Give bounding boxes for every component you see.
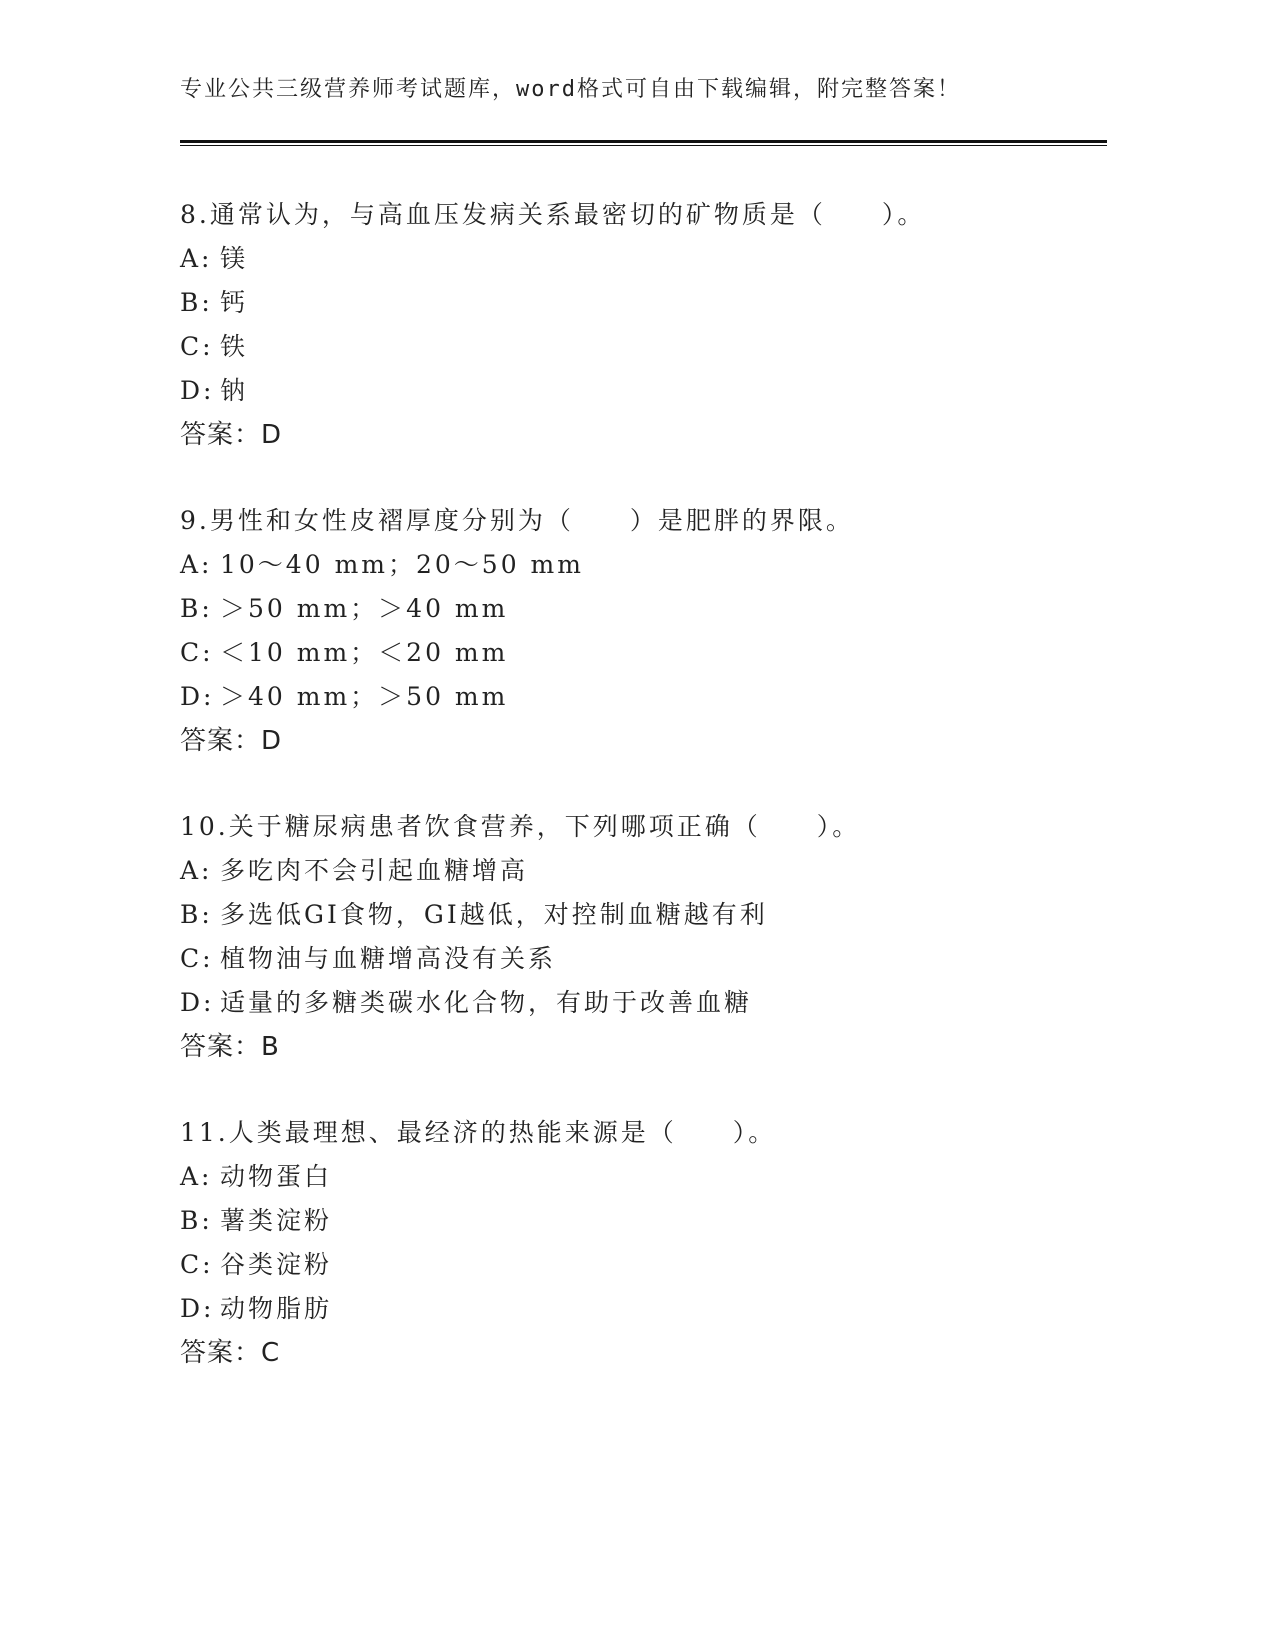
option-letter: D: (180, 376, 215, 405)
option-text: ＞40 mm；＞50 mm (220, 682, 509, 711)
option-a (180, 237, 1100, 281)
option-text: 多吃肉不会引起血糖增高 (220, 856, 529, 885)
option-b (180, 587, 1100, 631)
option-letter: B: (180, 900, 213, 929)
option-letter: C: (180, 944, 214, 973)
option-letter: A: (180, 550, 213, 579)
answer: 答案：D (180, 726, 283, 756)
option-letter: A: (180, 856, 213, 885)
option-letter: D: (180, 988, 215, 1017)
option-d (180, 369, 1100, 413)
option-letter: A: (180, 1162, 213, 1191)
question-10 (180, 805, 1100, 1069)
option-c (180, 1243, 1100, 1287)
option-d (180, 1287, 1100, 1331)
option-b (180, 1199, 1100, 1243)
option-text: 谷类淀粉 (220, 1250, 333, 1279)
option-text: 动物脂肪 (220, 1294, 333, 1323)
option-c (180, 937, 1100, 981)
option-text: 植物油与血糖增高没有关系 (220, 944, 557, 973)
option-text: 多选低GI食物，GI越低，对控制血糖越有利 (220, 900, 768, 929)
option-text: 薯类淀粉 (220, 1206, 333, 1235)
header-divider (180, 140, 1107, 146)
option-a (180, 1155, 1100, 1199)
option-letter: C: (180, 1250, 214, 1279)
option-letter: C: (180, 332, 214, 361)
option-text: 适量的多糖类碳水化合物，有助于改善血糖 (220, 988, 753, 1017)
option-d (180, 981, 1100, 1025)
question-11 (180, 1111, 1100, 1375)
option-text: 10～40 mm；20～50 mm (220, 550, 584, 579)
option-b (180, 893, 1100, 937)
option-a (180, 849, 1100, 893)
question-8 (180, 193, 1100, 457)
option-text: 镁 (220, 244, 249, 273)
option-text: 钠 (220, 376, 249, 405)
option-letter: C: (180, 638, 214, 667)
question-stem: 10.关于糖尿病患者饮食营养，下列哪项正确（ ）。 (180, 812, 861, 841)
option-letter: B: (180, 594, 213, 623)
option-letter: A: (180, 244, 213, 273)
option-letter: D: (180, 1294, 215, 1323)
option-text: ＜10 mm；＜20 mm (220, 638, 509, 667)
answer: 答案：B (180, 1032, 280, 1062)
option-a (180, 543, 1100, 587)
option-d (180, 675, 1100, 719)
answer: 答案：D (180, 420, 283, 450)
question-9 (180, 499, 1100, 763)
option-b (180, 281, 1100, 325)
option-text: 铁 (220, 332, 249, 361)
question-stem: 9.男性和女性皮褶厚度分别为（ ）是肥胖的界限。 (180, 506, 854, 535)
option-letter: B: (180, 288, 213, 317)
option-text: 钙 (220, 288, 249, 317)
option-letter: D: (180, 682, 215, 711)
answer: 答案：C (180, 1338, 281, 1368)
option-text: ＞50 mm；＞40 mm (220, 594, 509, 623)
option-letter: B: (180, 1206, 213, 1235)
question-stem: 11.人类最理想、最经济的热能来源是（ ）。 (180, 1118, 777, 1147)
page-header: 专业公共三级营养师考试题库，word格式可自由下载编辑，附完整答案！ (180, 77, 961, 102)
option-text: 动物蛋白 (220, 1162, 333, 1191)
option-c (180, 325, 1100, 369)
question-list (180, 193, 1100, 1417)
option-c (180, 631, 1100, 675)
question-stem: 8.通常认为，与高血压发病关系最密切的矿物质是（ ）。 (180, 200, 926, 229)
